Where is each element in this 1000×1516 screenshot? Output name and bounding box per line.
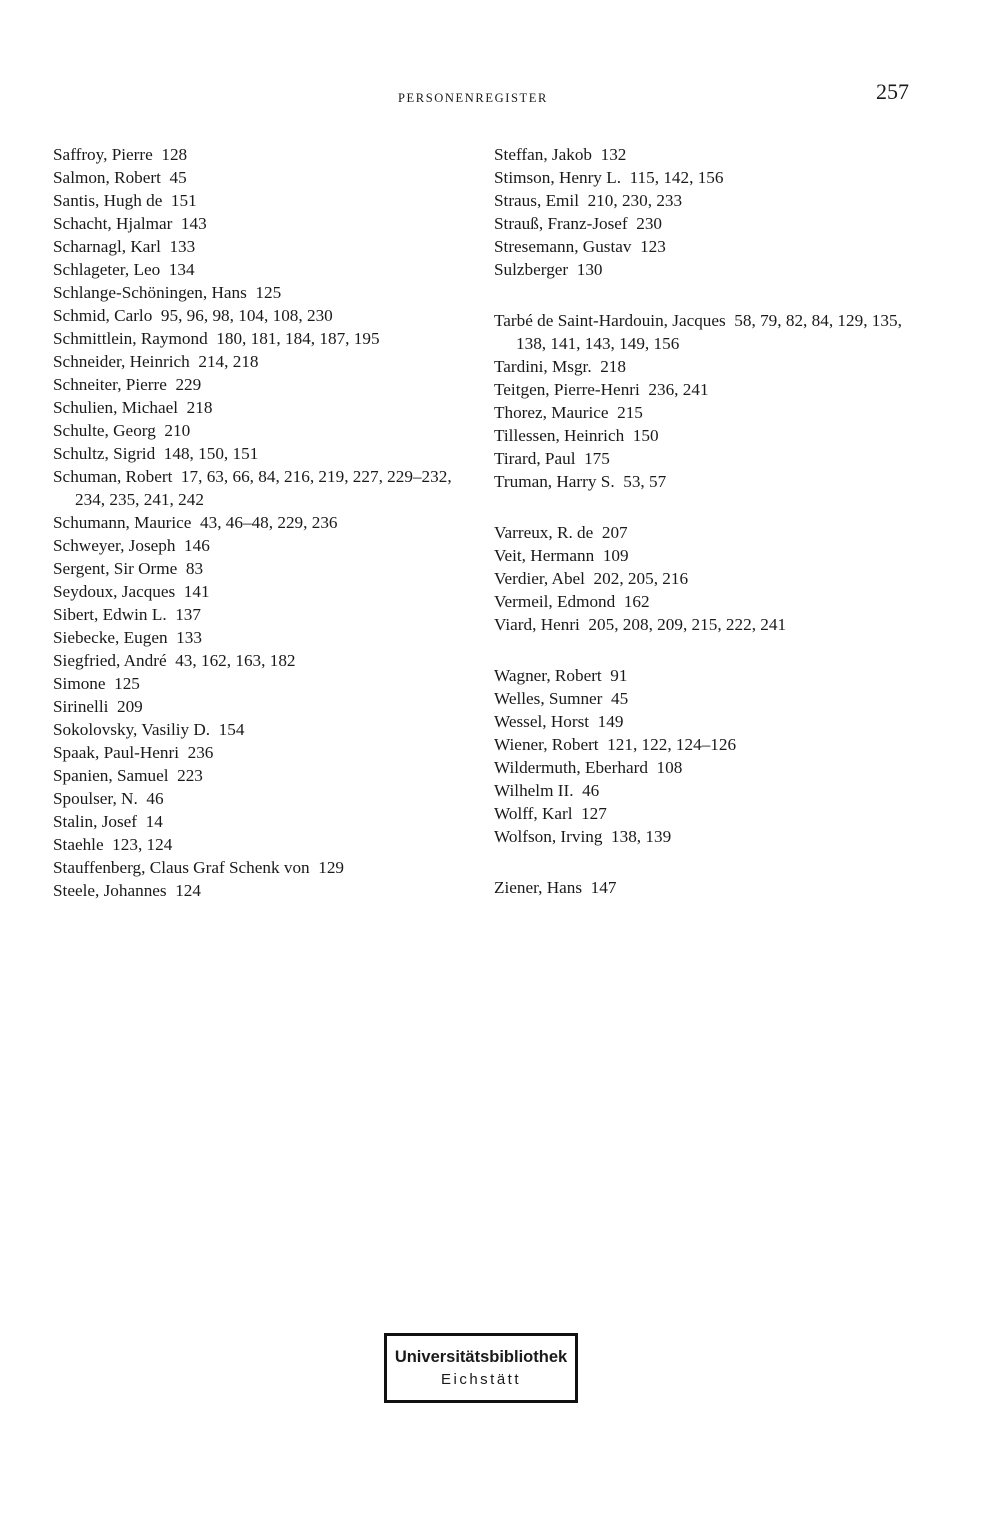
index-group-t bbox=[494, 309, 919, 493]
index-entry: Stresemann, Gustav 123 bbox=[494, 237, 666, 256]
index-entry: Straus, Emil 210, 230, 233 bbox=[494, 191, 683, 210]
index-entry: Schuman, Robert 17, 63, 66, 84, 216, 219, 227, 229–232, 234, 235, 241, 242 bbox=[53, 467, 456, 509]
index-entry: Schulien, Michael 218 bbox=[53, 398, 213, 417]
index-entry: Schneider, Heinrich 214, 218 bbox=[53, 352, 259, 371]
index-entry: Wolfson, Irving 138, 139 bbox=[494, 827, 672, 846]
index-entry: Varreux, R. de 207 bbox=[494, 523, 628, 542]
page-number: 257 bbox=[876, 79, 909, 104]
index-entry: Sirinelli 209 bbox=[53, 697, 143, 716]
index-entry: Teitgen, Pierre-Henri 236, 241 bbox=[494, 380, 709, 399]
index-entry: Schlageter, Leo 134 bbox=[53, 260, 195, 279]
index-entry: Saffroy, Pierre 128 bbox=[53, 145, 188, 164]
index-entry: Tirard, Paul 175 bbox=[494, 449, 610, 468]
index-entry: Tillessen, Heinrich 150 bbox=[494, 426, 659, 445]
index-entry: Siegfried, André 43, 162, 163, 182 bbox=[53, 651, 296, 670]
index-entry: Schlange-Schöningen, Hans 125 bbox=[53, 283, 282, 302]
index-group-w bbox=[494, 664, 919, 848]
library-stamp bbox=[384, 1333, 578, 1403]
index-entry: Wilhelm II. 46 bbox=[494, 781, 600, 800]
index-entry: Tardini, Msgr. 218 bbox=[494, 357, 626, 376]
index-entry: Siebecke, Eugen 133 bbox=[53, 628, 202, 647]
index-entry: Vermeil, Edmond 162 bbox=[494, 592, 650, 611]
index-entry: Welles, Sumner 45 bbox=[494, 689, 629, 708]
index-entry: Scharnagl, Karl 133 bbox=[53, 237, 196, 256]
index-group-z bbox=[494, 876, 919, 899]
running-header: PERSONENREGISTER bbox=[398, 91, 548, 105]
index-entry: Veit, Hermann 109 bbox=[494, 546, 629, 565]
index-entry: Schumann, Maurice 43, 46–48, 229, 236 bbox=[53, 513, 338, 532]
index-entry: Sergent, Sir Orme 83 bbox=[53, 559, 204, 578]
index-entry: Stalin, Josef 14 bbox=[53, 812, 163, 831]
index-group-v bbox=[494, 521, 919, 636]
index-entry: Steele, Johannes 124 bbox=[53, 881, 201, 900]
stamp-library-name: Universitätsbibliothek bbox=[394, 1348, 568, 1366]
index-entry: Tarbé de Saint-Hardouin, Jacques 58, 79, 82, 84, 129, 135, 138, 141, 143, 149, 156 bbox=[494, 311, 907, 353]
index-entry: Wiener, Robert 121, 122, 124–126 bbox=[494, 735, 737, 754]
index-entry: Verdier, Abel 202, 205, 216 bbox=[494, 569, 689, 588]
index-entry: Santis, Hugh de 151 bbox=[53, 191, 197, 210]
index-group-s bbox=[494, 143, 919, 281]
index-entry: Salmon, Robert 45 bbox=[53, 168, 187, 187]
index-entry: Schulte, Georg 210 bbox=[53, 421, 191, 440]
index-entry: Schweyer, Joseph 146 bbox=[53, 536, 210, 555]
index-entry: Sulzberger 130 bbox=[494, 260, 603, 279]
index-entry: Seydoux, Jacques 141 bbox=[53, 582, 210, 601]
index-entry: Truman, Harry S. 53, 57 bbox=[494, 472, 667, 491]
index-column-right bbox=[494, 143, 919, 899]
index-entry: Ziener, Hans 147 bbox=[494, 878, 617, 897]
index-entry: Thorez, Maurice 215 bbox=[494, 403, 643, 422]
index-entry: Steffan, Jakob 132 bbox=[494, 145, 627, 164]
index-entry: Simone 125 bbox=[53, 674, 140, 693]
index-entry: Schultz, Sigrid 148, 150, 151 bbox=[53, 444, 259, 463]
index-entry: Stauffenberg, Claus Graf Schenk von 129 bbox=[53, 858, 345, 877]
index-entry: Schneiter, Pierre 229 bbox=[53, 375, 202, 394]
index-entry: Spanien, Samuel 223 bbox=[53, 766, 203, 785]
index-entry: Schacht, Hjalmar 143 bbox=[53, 214, 207, 233]
index-entry: Viard, Henri 205, 208, 209, 215, 222, 241 bbox=[494, 615, 787, 634]
index-entry: Strauß, Franz-Josef 230 bbox=[494, 214, 663, 233]
index-entry: Wildermuth, Eberhard 108 bbox=[494, 758, 683, 777]
index-entry: Schmid, Carlo 95, 96, 98, 104, 108, 230 bbox=[53, 306, 333, 325]
index-entry: Staehle 123, 124 bbox=[53, 835, 173, 854]
index-entry: Sokolovsky, Vasiliy D. 154 bbox=[53, 720, 245, 739]
index-column-left bbox=[53, 143, 478, 902]
index-entry: Stimson, Henry L. 115, 142, 156 bbox=[494, 168, 724, 187]
index-entry: Spaak, Paul-Henri 236 bbox=[53, 743, 214, 762]
stamp-city: Eichstätt bbox=[440, 1371, 522, 1388]
index-entry: Wolff, Karl 127 bbox=[494, 804, 607, 823]
index-entry: Sibert, Edwin L. 137 bbox=[53, 605, 201, 624]
index-entry: Wessel, Horst 149 bbox=[494, 712, 624, 731]
index-entry: Wagner, Robert 91 bbox=[494, 666, 628, 685]
index-entry: Schmittlein, Raymond 180, 181, 184, 187, 195 bbox=[53, 329, 380, 348]
index-entry: Spoulser, N. 46 bbox=[53, 789, 164, 808]
